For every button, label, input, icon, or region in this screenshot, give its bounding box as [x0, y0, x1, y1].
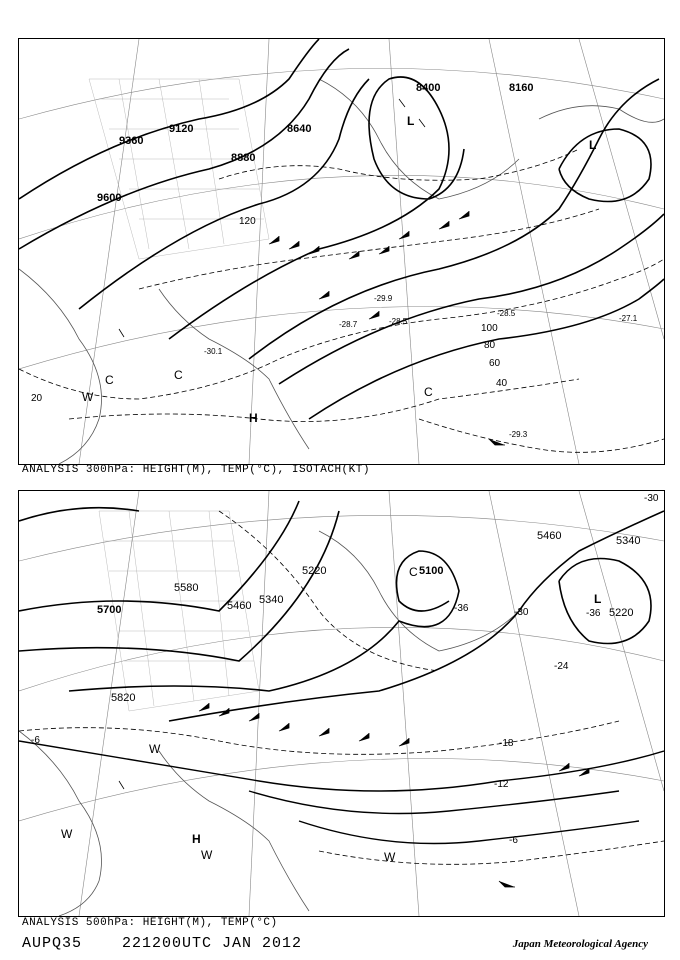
wind-barbs [119, 703, 589, 887]
height-labels [97, 530, 640, 704]
cold-center-mark: C [409, 565, 418, 579]
agency-name: Japan Meteorological Agency [512, 938, 648, 950]
temp-label: -30.1 [204, 347, 223, 356]
warm-center-mark: W [201, 848, 213, 862]
cold-center-mark: C [424, 385, 433, 399]
height-label-5340: 5340 [616, 535, 641, 547]
caption-300hpa: ANALYSIS 300hPa: HEIGHT(M), TEMP(°C), ISOTACH(KT) [22, 464, 370, 476]
temp-label: -27.1 [619, 314, 638, 323]
temp-label: -18 [499, 738, 514, 749]
high-center-mark: H [249, 411, 258, 425]
temp-label: -28.5 [389, 317, 408, 326]
height-label-5580: 5580 [174, 582, 199, 594]
low-center-mark: L [594, 592, 602, 606]
temp-label: -30 [514, 607, 529, 618]
temp-label: -36 [586, 608, 601, 619]
height-label-5220: 5220 [302, 565, 327, 577]
cold-center-mark: C [174, 368, 183, 382]
temp-label: -24 [554, 661, 569, 672]
height-label-5820: 5820 [111, 692, 136, 704]
isotach-label-40: 40 [496, 378, 508, 389]
height-label-8160: 8160 [509, 82, 534, 94]
height-label-5700: 5700 [97, 604, 122, 616]
isotach-label-100: 100 [481, 323, 498, 334]
warm-center-mark: W [61, 827, 73, 841]
warm-center-mark: W [384, 850, 396, 864]
height-label-9600: 9600 [97, 192, 122, 204]
isotach-label-80: 80 [484, 340, 496, 351]
height-label-5220: 5220 [609, 607, 634, 619]
map-500hpa [18, 490, 665, 917]
temp-label: -30 [644, 493, 659, 504]
cold-center-mark: C [105, 373, 114, 387]
coastline [19, 79, 664, 464]
map-300hpa-canvas [19, 39, 664, 464]
height-label-9360: 9360 [119, 135, 144, 147]
coastline [19, 531, 519, 916]
isotach-label-20: 20 [31, 393, 43, 404]
warm-center-mark: W [82, 390, 94, 404]
caption-500hpa: ANALYSIS 500hPa: HEIGHT(M), TEMP(°C) [22, 917, 278, 929]
temp-label: -6 [509, 835, 518, 846]
temp-label: -28.7 [339, 320, 358, 329]
height-label-5100: 5100 [419, 565, 444, 577]
high-center-mark: H [192, 832, 201, 846]
pressure-centers [82, 114, 596, 425]
bulletin-header [22, 935, 302, 952]
height-label-8400: 8400 [416, 82, 441, 94]
height-labels [97, 82, 533, 204]
isotach-label-60: 60 [489, 358, 501, 369]
temp-label: -36 [454, 603, 469, 614]
temperature-contours [19, 741, 664, 844]
height-label-9120: 9120 [169, 123, 194, 135]
jet-core-hatching [89, 79, 269, 259]
bulletin-time: 221200UTC JAN 2012 [122, 935, 303, 952]
height-label-5340: 5340 [259, 594, 284, 606]
isotach-label-120: 120 [239, 216, 256, 227]
height-label-5460: 5460 [537, 530, 562, 542]
map-300hpa [18, 38, 665, 465]
temp-label: -12 [494, 779, 509, 790]
warm-center-mark: W [149, 742, 161, 756]
height-contours [19, 39, 664, 419]
map-500hpa-canvas [19, 491, 664, 916]
height-label-8880: 8880 [231, 152, 256, 164]
low-center-mark: L [589, 138, 597, 152]
low-center-mark: L [407, 114, 415, 128]
temp-label: -28.5 [497, 309, 516, 318]
temp-label: -6 [31, 735, 40, 746]
temp-label: -29.9 [374, 294, 393, 303]
graticule [19, 39, 664, 464]
temp-label: -29.3 [509, 430, 528, 439]
height-label-8640: 8640 [287, 123, 312, 135]
bulletin-code: AUPQ35 [22, 935, 83, 952]
height-label-5460: 5460 [227, 600, 252, 612]
